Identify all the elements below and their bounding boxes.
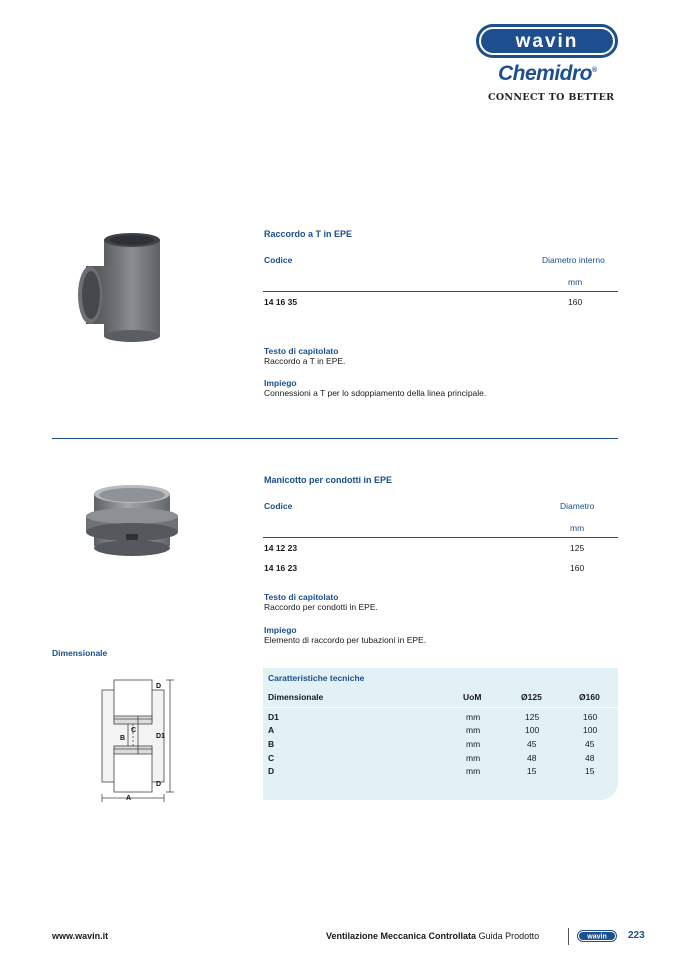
tech-row-v160: 15 [585,766,595,776]
product1-col-code: Codice [264,255,293,265]
dim-label-d-top: D [156,683,162,690]
product1-spec-label: Testo di capitolato [264,346,339,356]
coupling-image [78,482,186,562]
product1-use-label: Impiego [264,378,297,388]
dim-label-a: A [126,795,132,802]
tech-row-uom: mm [466,725,481,735]
tech-row-uom: mm [466,766,481,776]
chemidro-logo: Chemidro® [498,62,597,85]
tech-row-v160: 160 [583,712,598,722]
wavin-logo [476,24,618,58]
dim-label-b: B [120,735,126,742]
product2-spec-text: Raccordo per condotti in EPE. [264,602,378,612]
product2-row2-code: 14 16 23 [264,563,298,573]
tech-header-rule [263,707,618,708]
page-number: 223 [628,930,645,941]
tech-header-dim: Dimensionale [268,692,324,702]
tech-row-uom: mm [466,739,481,749]
tech-header-160: Ø160 [579,692,600,702]
dimensional-drawing [92,676,184,802]
product2-rule [263,537,618,538]
dim-label-d1: D1 [156,733,165,740]
tech-row-v160: 48 [585,753,595,763]
product2-col-dim: Diametro [560,501,595,511]
tech-row-label: C [268,753,275,763]
product2-use-label: Impiego [264,625,297,635]
tech-row-v125: 125 [525,712,540,722]
product2-unit: mm [570,523,585,533]
tech-row-v160: 100 [583,725,598,735]
product1-col-dim: Diametro interno [542,255,605,265]
section-divider [52,438,618,439]
product2-title: Manicotto per condotti in EPE [264,475,392,485]
product2-col-code: Codice [264,501,293,511]
product2-use-text: Elemento di raccordo per tubazioni in EPE. [264,635,427,645]
product1-spec-text: Raccordo a T in EPE. [264,356,346,366]
tech-panel [263,668,618,800]
footer-wavin-logo [577,930,617,942]
tech-row-label: D [268,766,275,776]
wavin-logo-text: wavin [515,31,579,52]
tech-row-v125: 45 [527,739,537,749]
tagline: CONNECT TO BETTER [488,92,615,103]
product1-rule [263,291,618,292]
tech-row-v125: 100 [525,725,540,735]
product2-row1-value: 125 [570,543,585,553]
product1-row-code: 14 16 35 [264,297,298,307]
product1-use-text: Connessioni a T per lo sdoppiamento della linea principale. [264,388,487,398]
product1-title: Raccordo a T in EPE [264,229,353,239]
footer-doc-title: Ventilazione Meccanica Controllata Guida Prodotto [326,931,540,941]
footer-separator [568,928,569,945]
dim-label-d-bottom: D [156,781,162,788]
tech-row-uom: mm [466,712,481,722]
tech-row-label: A [268,725,275,735]
tech-row-v160: 45 [585,739,595,749]
tech-row-label: B [268,739,275,749]
product1-row-value: 160 [568,297,583,307]
product2-row1-code: 14 12 23 [264,543,298,553]
product2-spec-label: Testo di capitolato [264,592,339,602]
product2-row2-value: 160 [570,563,585,573]
tech-row-label: D1 [268,712,279,722]
tech-row-v125: 48 [527,753,537,763]
tech-row-v125: 15 [527,766,537,776]
dimensional-label: Dimensionale [52,648,108,658]
footer-logo-text: wavin [587,933,607,941]
product1-unit: mm [568,277,583,287]
tech-title: Caratteristiche tecniche [268,673,365,683]
tee-fitting-image [72,232,164,342]
tech-header-uom: UoM [463,692,482,702]
dim-label-c: C [131,727,137,734]
footer-url[interactable]: www.wavin.it [52,931,109,941]
tech-header-125: Ø125 [521,692,542,702]
tech-row-uom: mm [466,753,481,763]
